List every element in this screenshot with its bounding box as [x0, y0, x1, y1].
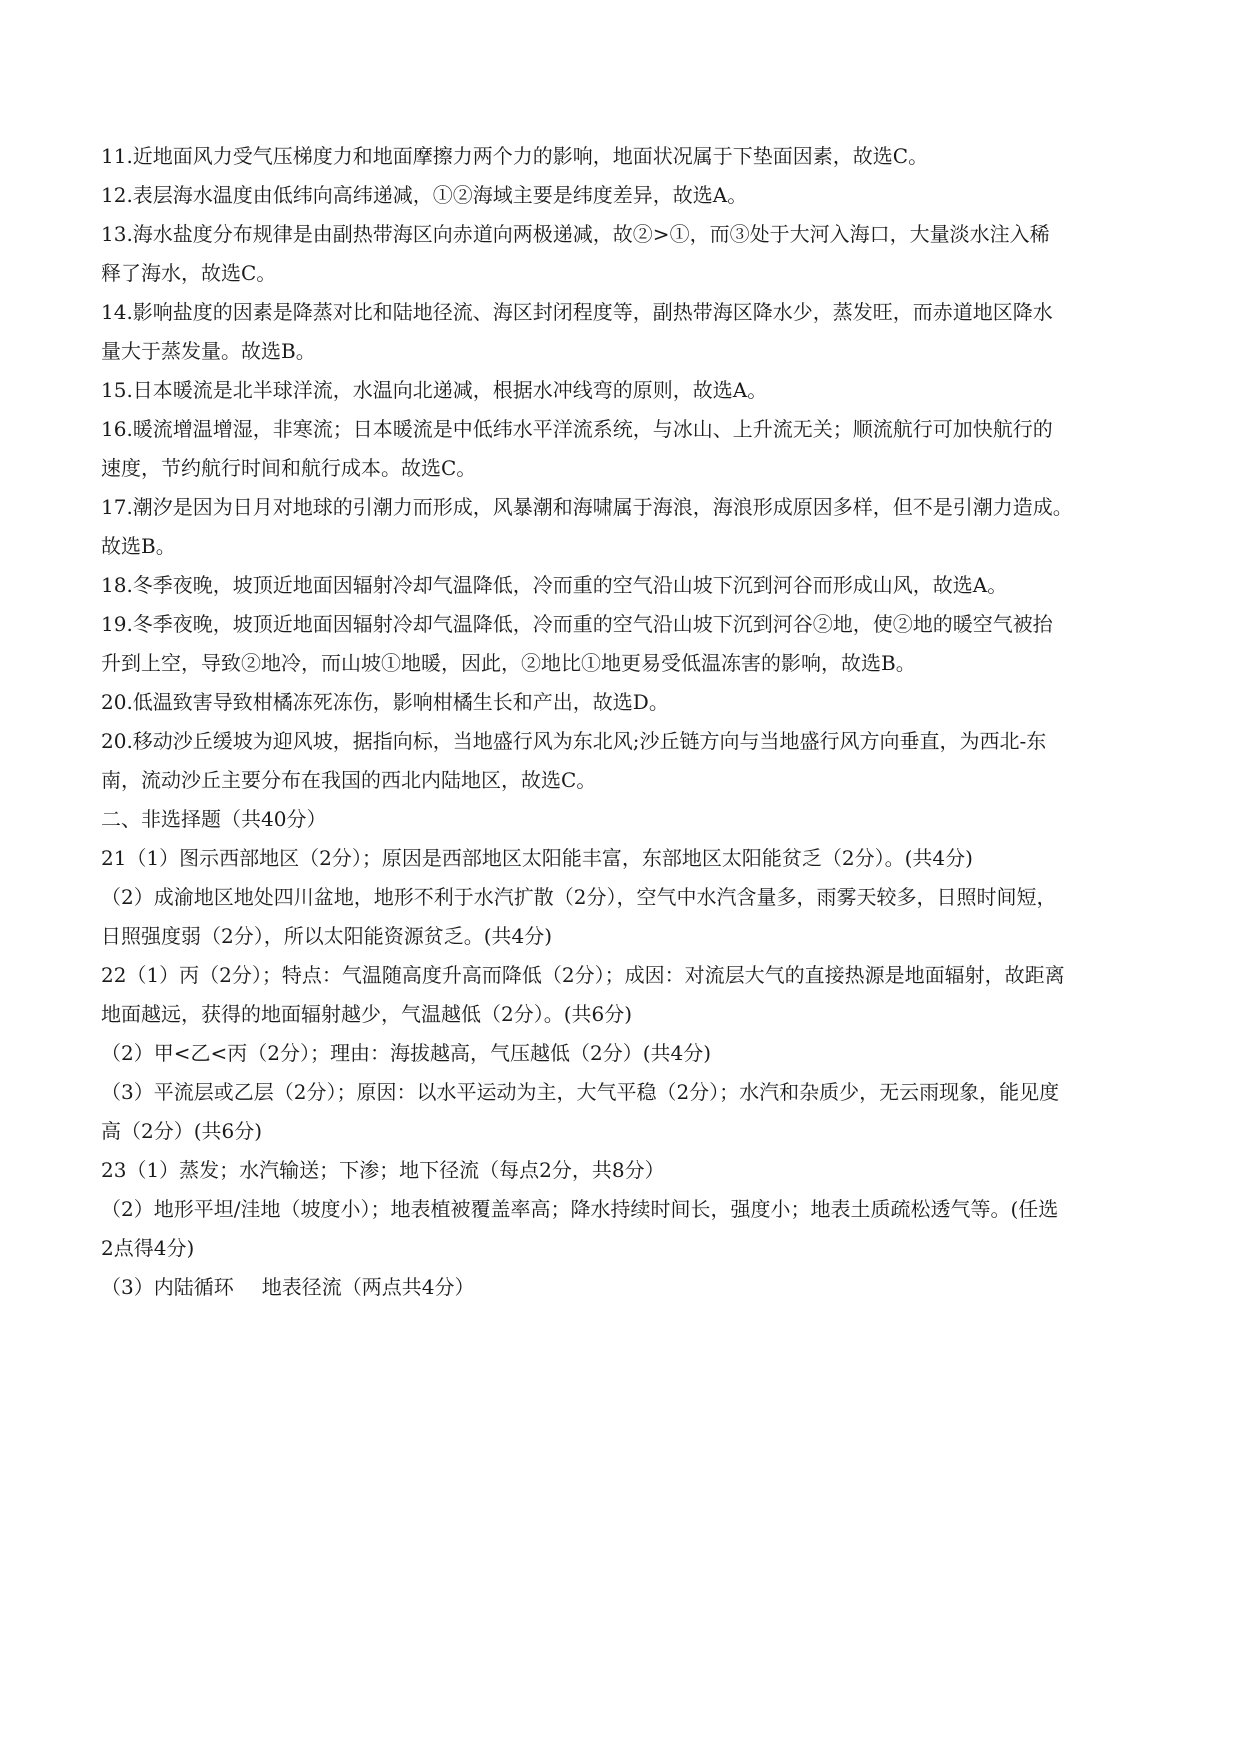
answer-line-14-cont: 量大于蒸发量。故选B。: [101, 339, 316, 363]
answer-line-13-cont: 释了海水，故选C。: [101, 261, 277, 285]
answer-line-23-2: （2）地形平坦/洼地（坡度小）；地表植被覆盖率高；降水持续时间长，强度小；地表土质疏松透气等。(任选: [101, 1197, 1059, 1221]
answer-line-21-2: （2）成渝地区地处四川盆地，地形不利于水汽扩散（2分），空气中水汽含量多，雨雾天较多，日照时间短，: [101, 885, 1057, 909]
answer-line-22-2: （2）甲<乙<丙（2分）；理由：海拔越高，气压越低（2分）(共4分): [101, 1041, 712, 1065]
answer-line-18: 18.冬季夜晚，坡顶近地面因辐射冷却气温降低，冷而重的空气沿山坡下沉到河谷而形成山风，故选A。: [101, 573, 1008, 597]
answer-line-17: 17.潮汐是因为日月对地球的引潮力而形成，风暴潮和海啸属于海浪，海浪形成原因多样，但不是引潮力造成。: [101, 495, 1073, 519]
answer-line-19-cont: 升到上空，导致②地冷，而山坡①地暖，因此，②地比①地更易受低温冻害的影响，故选B。: [101, 651, 916, 675]
answer-line-23-1: 23（1）蒸发；水汽输送；下渗；地下径流（每点2分，共8分）: [101, 1158, 665, 1182]
answer-line-22-1-cont: 地面越远，获得的地面辐射越少，气温越低（2分）。(共6分): [101, 1002, 633, 1026]
answer-line-21-1: 21（1）图示西部地区（2分）；原因是西部地区太阳能丰富，东部地区太阳能贫乏（2分）。(共4分): [101, 846, 973, 870]
answer-line-20a: 20.低温致害导致柑橘冻死冻伤，影响柑橘生长和产出，故选D。: [101, 690, 669, 714]
answer-line-16-cont: 速度，节约航行时间和航行成本。故选C。: [101, 456, 477, 480]
answer-line-22-3: （3）平流层或乙层（2分）；原因：以水平运动为主，大气平稳（2分）；水汽和杂质少，无云雨现象，能见度: [101, 1080, 1060, 1104]
section-title-non-choice: 二、非选择题（共40分）: [101, 807, 327, 831]
answer-document: [101, 137, 1153, 1307]
answer-line-22-3-cont: 高（2分）(共6分): [101, 1119, 263, 1143]
answer-line-20b: 20.移动沙丘缓坡为迎风坡，据指向标，当地盛行风为东北风;沙丘链方向与当地盛行风方向垂直，为西北-东: [101, 729, 1047, 753]
answer-line-14: 14.影响盐度的因素是降蒸对比和陆地径流、海区封闭程度等，副热带海区降水少，蒸发旺，而赤道地区降水: [101, 300, 1053, 324]
answer-23-3-part2: 地表径流（两点共4分）: [261, 1275, 475, 1299]
answer-line-21-2-cont: 日照强度弱（2分），所以太阳能资源贫乏。(共4分): [101, 924, 553, 948]
answer-line-15: 15.日本暖流是北半球洋流，水温向北递减，根据水冲线弯的原则，故选A。: [101, 378, 768, 402]
answer-line-19: 19.冬季夜晚，坡顶近地面因辐射冷却气温降低，冷而重的空气沿山坡下沉到河谷②地，使②地的暖空气被抬: [101, 612, 1053, 636]
answer-line-16: 16.暖流增温增湿，非寒流；日本暖流是中低纬水平洋流系统，与冰山、上升流无关；顺流航行可加快航行的: [101, 417, 1053, 441]
answer-line-17-cont: 故选B。: [101, 534, 176, 558]
answer-line-13: 13.海水盐度分布规律是由副热带海区向赤道向两极递减，故②>①，而③处于大河入海口，大量淡水注入稀: [101, 222, 1050, 246]
answer-line-22-1: 22（1）丙（2分）；特点：气温随高度升高而降低（2分）；成因：对流层大气的直接热源是地面辐射，故距离: [101, 963, 1065, 987]
answer-line-20b-cont: 南，流动沙丘主要分布在我国的西北内陆地区，故选C。: [101, 768, 597, 792]
answer-line-11: 11.近地面风力受气压梯度力和地面摩擦力两个力的影响，地面状况属于下垫面因素，故选C。: [101, 144, 929, 168]
answer-line-23-3: [101, 1268, 1153, 1307]
answer-23-3-part1: （3）内陆循环: [101, 1275, 234, 1299]
answer-line-23-2-cont: 2点得4分): [101, 1236, 195, 1260]
answer-line-12: 12.表层海水温度由低纬向高纬递减，①②海域主要是纬度差异，故选A。: [101, 183, 748, 207]
